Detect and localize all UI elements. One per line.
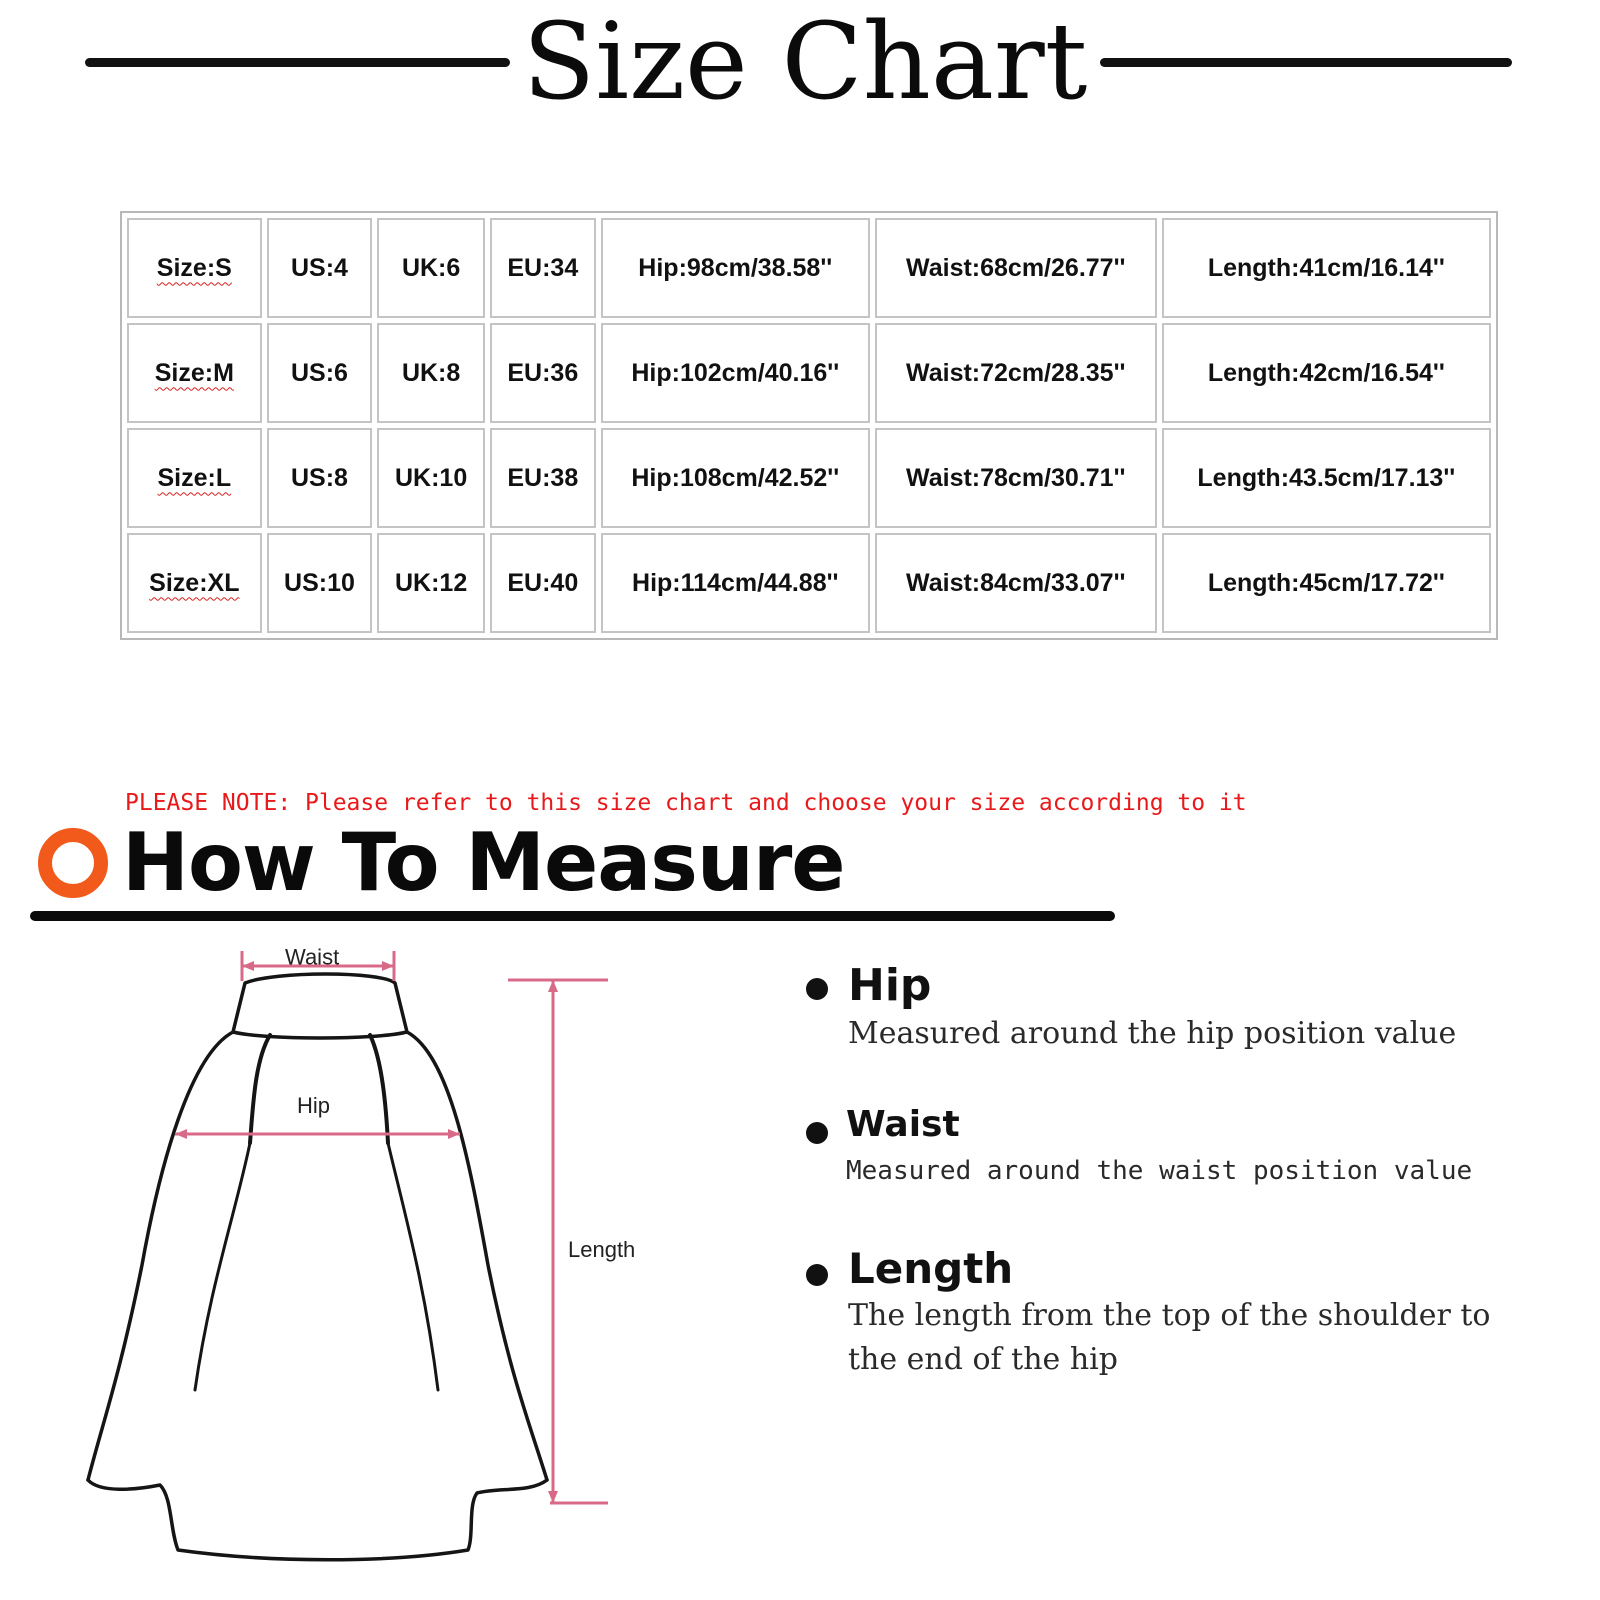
size-label: Size:L <box>157 463 232 492</box>
size-cell <box>127 428 262 528</box>
table-cell <box>875 323 1157 423</box>
cell-value: Waist:78cm/30.71'' <box>906 463 1126 492</box>
definition-text: Measured around the hip position value <box>848 1016 1457 1051</box>
definition-text: the end of the hip <box>848 1342 1118 1377</box>
title-rule-right <box>1100 58 1512 67</box>
how-to-measure-rule <box>30 911 1115 921</box>
skirt-diagram <box>60 945 700 1575</box>
fold-left <box>195 1143 250 1390</box>
table-cell <box>875 533 1157 633</box>
cell-value: Waist:68cm/26.77'' <box>906 253 1126 282</box>
table-cell <box>601 533 870 633</box>
definition-text: Measured around the waist position value <box>846 1156 1473 1186</box>
bullet-icon <box>806 978 828 1000</box>
size-chart-table <box>120 211 1498 640</box>
bullet-icon <box>806 1264 828 1286</box>
cell-value: US:10 <box>284 568 355 597</box>
table-cell <box>267 428 373 528</box>
title-rule-left <box>85 58 510 67</box>
cell-value: Hip:114cm/44.88'' <box>632 568 839 597</box>
waist-diagram-label: Waist <box>285 945 340 970</box>
cell-value: EU:34 <box>507 253 579 282</box>
how-to-measure-title: How To Measure <box>122 816 845 909</box>
cell-value: Hip:108cm/42.52'' <box>631 463 840 492</box>
size-label: Size:M <box>154 358 234 387</box>
hip-diagram-label: Hip <box>297 1093 331 1118</box>
table-cell <box>875 428 1157 528</box>
cell-value: Hip:98cm/38.58'' <box>638 253 833 282</box>
size-cell <box>127 533 262 633</box>
table-row <box>127 428 1491 528</box>
page-title: Size Chart <box>522 0 1088 123</box>
table-cell <box>490 428 596 528</box>
table-cell <box>1162 323 1491 423</box>
ring-icon <box>38 828 108 898</box>
size-cell <box>127 323 262 423</box>
fold-right <box>388 1143 438 1390</box>
table-cell <box>490 533 596 633</box>
cell-value: Waist:84cm/33.07'' <box>906 568 1126 597</box>
size-cell <box>127 218 262 318</box>
cell-value: Length:41cm/16.14'' <box>1207 253 1445 282</box>
cell-value: UK:10 <box>395 463 468 492</box>
cell-value: EU:40 <box>507 568 579 597</box>
cell-value: EU:36 <box>507 358 579 387</box>
table-cell <box>601 428 870 528</box>
cell-value: Length:42cm/16.54'' <box>1207 358 1445 387</box>
table-cell <box>377 428 485 528</box>
table-cell <box>267 533 373 633</box>
size-note: PLEASE NOTE: Please refer to this size chart and choose your size according to it <box>125 790 1247 816</box>
skirt-right-edge <box>407 1032 547 1480</box>
cell-value: Hip:102cm/40.16'' <box>631 358 840 387</box>
cell-value: Length:43.5cm/17.13'' <box>1197 463 1456 492</box>
cell-value: Waist:72cm/28.35'' <box>906 358 1126 387</box>
table-cell <box>1162 428 1491 528</box>
table-row <box>127 323 1491 423</box>
size-label: Size:XL <box>149 568 240 597</box>
table-cell <box>377 218 485 318</box>
table-cell <box>601 218 870 318</box>
pleat-right <box>370 1035 388 1143</box>
table-cell <box>490 323 596 423</box>
table-cell <box>377 323 485 423</box>
table-cell <box>875 218 1157 318</box>
pleat-left <box>250 1035 270 1143</box>
bullet-icon <box>806 1122 828 1144</box>
table-row <box>127 533 1491 633</box>
skirt-left-edge <box>88 1032 233 1480</box>
table-cell <box>267 323 373 423</box>
definition-text: The length from the top of the shoulder to <box>848 1298 1491 1333</box>
cell-value: US:4 <box>290 253 348 282</box>
cell-value: UK:8 <box>401 358 461 387</box>
cell-value: US:6 <box>290 358 348 387</box>
definition-term: Hip <box>848 960 932 1011</box>
table-cell <box>1162 533 1491 633</box>
table-cell <box>377 533 485 633</box>
table-cell <box>1162 218 1491 318</box>
table-cell <box>267 218 373 318</box>
cell-value: US:8 <box>290 463 348 492</box>
cell-value: Length:45cm/17.72'' <box>1207 568 1445 597</box>
cell-value: UK:12 <box>395 568 468 597</box>
table-cell <box>601 323 870 423</box>
cell-value: EU:38 <box>507 463 579 492</box>
length-diagram-label: Length <box>568 1237 636 1262</box>
table-cell <box>490 218 596 318</box>
skirt-hem <box>88 1480 547 1560</box>
definition-term: Length <box>848 1244 1014 1293</box>
table-row <box>127 218 1491 318</box>
size-label: Size:S <box>156 253 232 282</box>
definition-term: Waist <box>846 1104 960 1145</box>
cell-value: UK:6 <box>401 253 461 282</box>
waistband-outline <box>233 974 407 1038</box>
